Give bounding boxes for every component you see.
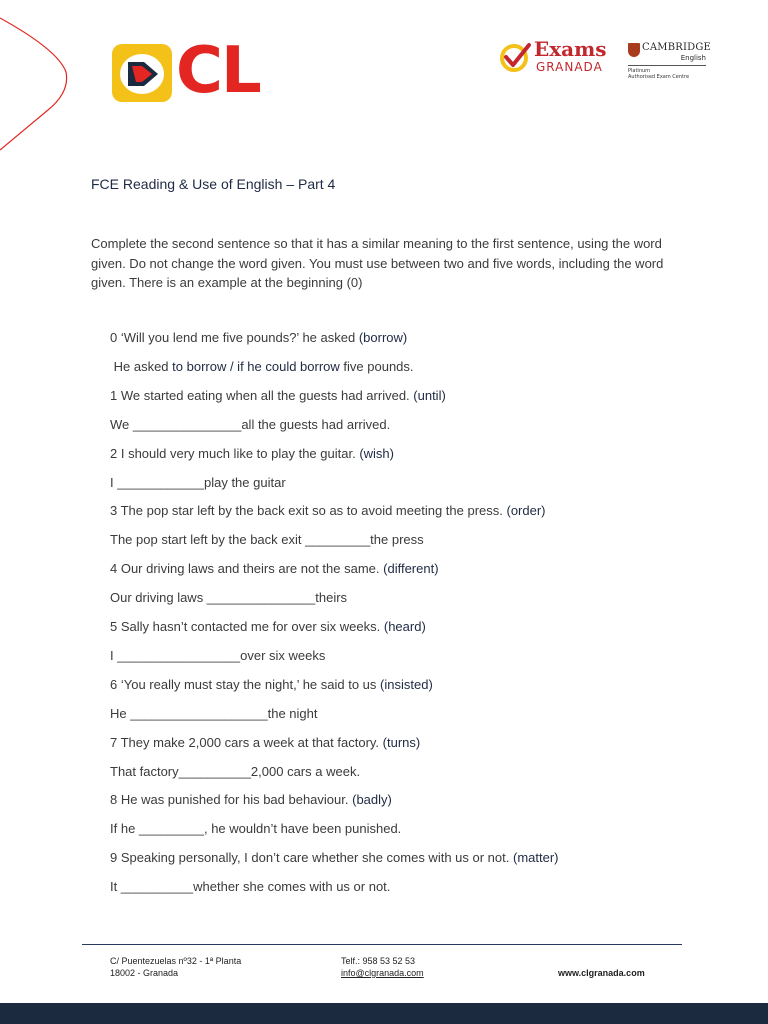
website-link[interactable]: www.clgranada.com: [558, 968, 645, 978]
granada-word: GRANADA: [536, 60, 603, 74]
keyword: (badly): [352, 792, 392, 808]
footer-contact: [341, 955, 424, 979]
cl-logo-text: CL: [176, 34, 260, 108]
exercise-line: 6 ‘You really must stay the night,’ he said to us (insisted): [110, 676, 433, 692]
keyword: (until): [413, 387, 446, 403]
keyword: (different): [383, 561, 439, 577]
cambridge-shield-icon: [628, 43, 640, 57]
keyword: (wish): [359, 445, 394, 461]
exercise-line: 0 ‘Will you lend me five pounds?’ he asked (borrow): [110, 330, 408, 345]
exercise-line: He asked to borrow / if he could borrow five pounds.: [110, 358, 414, 374]
english-word: English: [680, 54, 706, 62]
checkmark-circle-icon: [498, 40, 532, 74]
exercise-line: If he _________, he wouldn’t have been punished.: [110, 821, 402, 837]
arrow-icon: [126, 60, 160, 88]
cl-logo: [112, 34, 282, 108]
footer-bar: [0, 1003, 768, 1024]
exams-granada-logo: [498, 37, 618, 80]
address-line-2: 18002 - Granada: [110, 968, 179, 978]
keyword: (heard): [383, 619, 426, 634]
exercise-line: 2 I should very much like to play the guitar. (wish): [110, 445, 394, 461]
cambridge-divider: [628, 65, 706, 66]
exercise-line: 4 Our driving laws and theirs are not the same. (different): [110, 561, 439, 577]
exercise-line: The pop start left by the back exit _________the press: [110, 532, 424, 548]
exercise-line: 1 We started eating when all the guests had arrived. (until): [110, 387, 446, 403]
exercise-line: That factory__________2,000 cars a week.: [110, 763, 361, 779]
corner-arc-decoration: [0, 0, 80, 160]
address-line-1: C/ Puentezuelas nº32 - 1ª Planta: [110, 956, 242, 966]
cambridge-english-logo: [628, 42, 712, 84]
platinum-label: Platinum Authorised Exam Centre: [628, 68, 690, 80]
exercise-line: 7 They make 2,000 cars a week at that factory. (turns): [110, 734, 421, 750]
exercise-line: I ____________play the guitar: [110, 474, 286, 490]
keyword: (order): [506, 503, 546, 519]
exercise-line: 5 Sally hasn’t contacted me for over six weeks. (heard): [110, 619, 426, 634]
cl-logo-mark: [112, 44, 172, 102]
exercise-line: 3 The pop star left by the back exit so as to avoid meeting the press. (order): [110, 503, 546, 519]
exercise-line: Our driving laws _______________theirs: [110, 590, 348, 606]
exercise-line: It __________whether she comes with us or not.: [110, 879, 391, 895]
phone-number: Telf.: 958 53 52 53: [341, 956, 416, 966]
keyword: (turns): [382, 734, 421, 750]
exercise-line: He ___________________the night: [110, 705, 318, 721]
keyword: to borrow / if he could borrow: [172, 358, 340, 374]
exams-word: Exams: [534, 37, 607, 61]
page-title: FCE Reading & Use of English – Part 4: [91, 176, 336, 192]
exercise-line: We _______________all the guests had arrived.: [110, 416, 391, 432]
exercise-line: I _________________over six weeks: [110, 647, 326, 663]
keyword: (matter): [512, 850, 559, 866]
footer-divider: [82, 944, 682, 945]
keyword: (borrow): [358, 330, 408, 345]
exercise-line: 9 Speaking personally, I don’t care whether she comes with us or not. (matter): [110, 850, 559, 866]
keyword: (insisted): [380, 676, 433, 692]
exercise-line: 8 He was punished for his bad behaviour. (badly): [110, 792, 392, 808]
email-link[interactable]: info@clgranada.com: [341, 968, 424, 978]
instructions: Complete the second sentence so that it has a similar meaning to the first sentence, using the word given. Do not change the word given. You must use between two and five words, including the word given. There is an example at the beginning (0): [91, 236, 664, 290]
footer-address: [110, 955, 241, 979]
cambridge-word: CAMBRIDGE: [642, 42, 712, 53]
